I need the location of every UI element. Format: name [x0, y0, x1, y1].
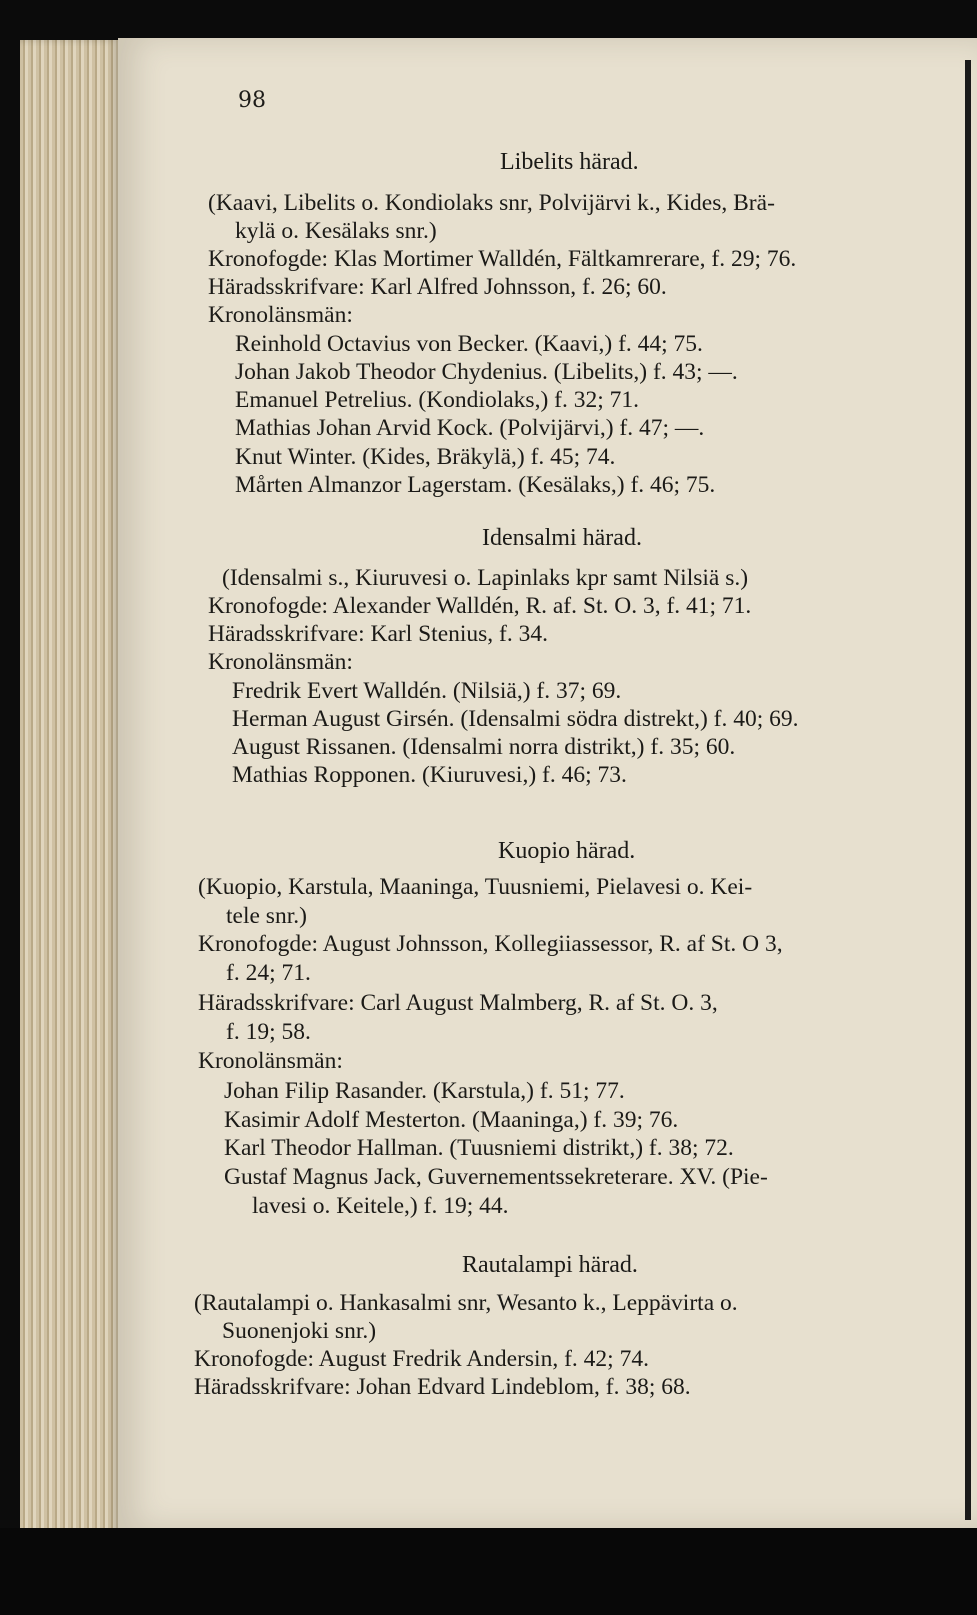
text-line: Häradsskrifvare: Carl August Malmberg, R. af St. O. 3,	[198, 990, 718, 1016]
text-line: Karl Theodor Hallman. (Tuusniemi distrikt,) f. 38; 72.	[224, 1135, 734, 1161]
book-page-edges	[20, 40, 120, 1540]
text-line: Reinhold Octavius von Becker. (Kaavi,) f. 44; 75.	[235, 331, 703, 357]
text-line: Kronofogde: Alexander Walldén, R. af. St. O. 3, f. 41; 71.	[208, 593, 752, 619]
text-line: Johan Jakob Theodor Chydenius. (Libelits,) f. 43; —.	[235, 359, 738, 385]
page-right-edge	[965, 60, 971, 1520]
text-line: Kronolänsmän:	[208, 649, 353, 675]
text-line: (Kaavi, Libelits o. Kondiolaks snr, Polvijärvi k., Kides, Brä-	[208, 190, 775, 216]
text-line: Häradsskrifvare: Karl Stenius, f. 34.	[208, 621, 549, 647]
text-line: Emanuel Petrelius. (Kondiolaks,) f. 32; 71.	[235, 387, 639, 413]
text-line: Kronofogde: August Fredrik Andersin, f. 42; 74.	[194, 1346, 649, 1372]
text-line: Johan Filip Rasander. (Karstula,) f. 51; 77.	[224, 1078, 625, 1104]
text-line: Häradsskrifvare: Karl Alfred Johnsson, f. 26; 60.	[208, 274, 667, 300]
section-heading-kuopio: Kuopio härad.	[498, 838, 636, 864]
text-line: Häradsskrifvare: Johan Edvard Lindeblom, f. 38; 68.	[194, 1374, 691, 1400]
text-line: Kronolänsmän:	[198, 1048, 343, 1074]
text-line: Mathias Ropponen. (Kiuruvesi,) f. 46; 73.	[232, 762, 627, 788]
text-line: August Rissanen. (Idensalmi norra distrikt,) f. 35; 60.	[232, 734, 736, 760]
text-line: Mårten Almanzor Lagerstam. (Kesälaks,) f. 46; 75.	[235, 472, 716, 498]
text-line: (Idensalmi s., Kiuruvesi o. Lapinlaks kpr samt Nilsiä s.)	[222, 565, 749, 591]
text-line: f. 24; 71.	[226, 960, 311, 986]
text-line: Kronofogde: August Johnsson, Kollegiiassessor, R. af St. O 3,	[198, 931, 783, 957]
text-line: Suonenjoki snr.)	[222, 1318, 377, 1344]
text-line: Gustaf Magnus Jack, Guvernementssekreterare. XV. (Pie-	[224, 1164, 768, 1190]
text-line: Kronolänsmän:	[208, 302, 353, 328]
text-line: Kronofogde: Klas Mortimer Walldén, Fältkamrerare, f. 29; 76.	[208, 246, 797, 272]
text-line: Knut Winter. (Kides, Bräkylä,) f. 45; 74.	[235, 444, 616, 470]
text-line: Herman August Girsén. (Idensalmi södra distrekt,) f. 40; 69.	[232, 706, 799, 732]
section-heading-idensalmi: Idensalmi härad.	[482, 525, 642, 551]
text-line: Fredrik Evert Walldén. (Nilsiä,) f. 37; 69.	[232, 678, 622, 704]
text-line: Mathias Johan Arvid Kock. (Polvijärvi,) f. 47; —.	[235, 415, 705, 441]
page-number: 98	[238, 88, 266, 113]
text-line: Kasimir Adolf Mesterton. (Maaninga,) f. 39; 76.	[224, 1107, 679, 1133]
text-line: kylä o. Kesälaks snr.)	[235, 218, 437, 244]
scan-background-top	[0, 0, 977, 40]
scan-background-bottom	[0, 1528, 977, 1615]
section-heading-rautalampi: Rautalampi härad.	[462, 1252, 638, 1278]
text-line: f. 19; 58.	[226, 1019, 311, 1045]
text-line: tele snr.)	[226, 903, 307, 929]
text-line: lavesi o. Keitele,) f. 19; 44.	[252, 1193, 509, 1219]
text-line: (Rautalampi o. Hankasalmi snr, Wesanto k., Leppävirta o.	[194, 1290, 738, 1316]
text-line: (Kuopio, Karstula, Maaninga, Tuusniemi, Pielavesi o. Kei-	[198, 874, 753, 900]
section-heading-libelits: Libelits härad.	[500, 149, 639, 175]
